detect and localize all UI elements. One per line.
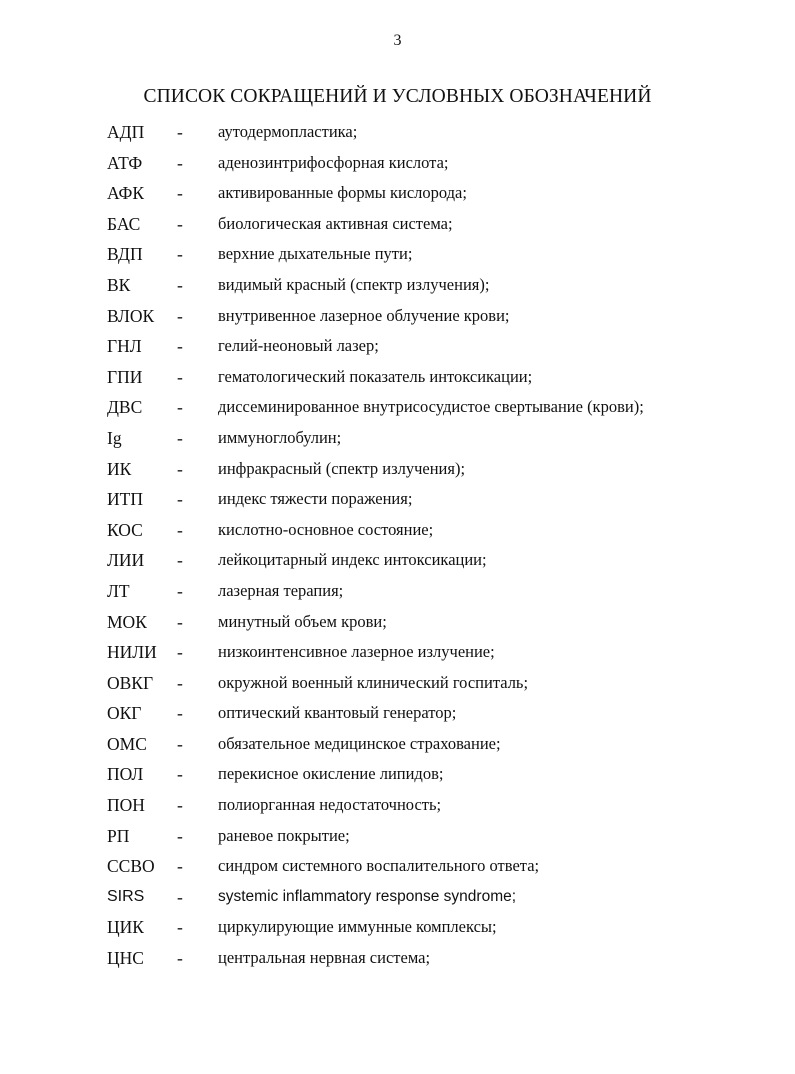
separator-dash: - — [177, 733, 183, 754]
separator-dash: - — [177, 519, 183, 540]
abbreviation-term: ССВО — [107, 856, 155, 877]
abbreviation-definition: циркулирующие иммунные комплексы; — [218, 917, 497, 937]
separator-dash: - — [177, 366, 183, 387]
list-item — [0, 943, 795, 974]
separator-dash: - — [177, 489, 183, 510]
separator-dash: - — [177, 427, 183, 448]
list-item — [0, 821, 795, 852]
abbreviation-term: НИЛИ — [107, 642, 157, 663]
list-item — [0, 851, 795, 882]
abbreviation-definition: systemic inflammatory response syndrome; — [218, 887, 517, 905]
separator-dash: - — [177, 856, 183, 877]
page-number: 3 — [393, 32, 402, 49]
abbreviation-term: ВДП — [107, 244, 143, 265]
abbreviation-definition: активированные формы кислорода; — [218, 183, 467, 203]
abbreviation-term: ОМС — [107, 733, 147, 754]
abbreviation-term: ЛИИ — [107, 550, 145, 571]
list-item — [0, 392, 795, 423]
abbreviation-definition: аденозинтрифосфорная кислота; — [218, 152, 449, 172]
abbreviation-term: ГПИ — [107, 366, 143, 387]
abbreviation-definition: верхние дыхательные пути; — [218, 244, 413, 264]
abbreviation-definition: кислотно-основное состояние; — [218, 519, 434, 539]
separator-dash: - — [177, 274, 183, 295]
abbreviation-definition: гематологический показатель интоксикации; — [218, 366, 533, 386]
separator-dash: - — [177, 886, 183, 907]
abbreviation-definition: лазерная терапия; — [218, 580, 344, 600]
abbreviation-definition: аутодермопластика; — [218, 122, 358, 141]
abbreviation-list — [0, 117, 795, 974]
separator-dash: - — [177, 305, 183, 326]
separator-dash: - — [177, 917, 183, 938]
separator-dash: - — [177, 458, 183, 479]
page-title: СПИСОК СОКРАЩЕНИЙ И УСЛОВНЫХ ОБОЗНАЧЕНИЙ — [143, 86, 652, 107]
separator-dash: - — [177, 152, 183, 173]
list-item — [0, 270, 795, 301]
abbreviation-definition: гелий-неоновый лазер; — [218, 336, 379, 356]
abbreviation-definition: синдром системного воспалительного ответа; — [218, 856, 540, 876]
abbreviation-term: КОС — [107, 519, 143, 540]
abbreviation-term: Ig — [107, 427, 122, 448]
abbreviation-term: АТФ — [107, 152, 143, 173]
abbreviation-definition: индекс тяжести поражения; — [218, 489, 413, 509]
list-item — [0, 362, 795, 393]
list-item — [0, 607, 795, 638]
abbreviation-definition: биологическая активная система; — [218, 213, 453, 233]
abbreviation-term: ВЛОК — [107, 305, 155, 326]
separator-dash: - — [177, 397, 183, 418]
abbreviation-term: ОКГ — [107, 703, 142, 724]
abbreviation-term: МОК — [107, 611, 147, 632]
separator-dash: - — [177, 642, 183, 663]
abbreviation-definition: видимый красный (спектр излучения); — [218, 274, 490, 294]
list-item — [0, 912, 795, 943]
separator-dash: - — [177, 550, 183, 571]
list-item — [0, 239, 795, 270]
list-item — [0, 454, 795, 485]
list-item — [0, 484, 795, 515]
abbreviation-definition: оптический квантовый генератор; — [218, 703, 457, 723]
abbreviation-term: ИК — [107, 458, 132, 479]
list-item — [0, 301, 795, 332]
list-item — [0, 790, 795, 821]
list-item — [0, 148, 795, 179]
abbreviation-definition: внутривенное лазерное облучение крови; — [218, 305, 510, 325]
separator-dash: - — [177, 672, 183, 693]
abbreviation-definition: окружной военный клинический госпиталь; — [218, 672, 529, 692]
list-item — [0, 515, 795, 546]
abbreviation-term: ЦИК — [107, 917, 144, 938]
list-item — [0, 729, 795, 760]
abbreviation-term: ОВКГ — [107, 672, 154, 693]
list-item — [0, 637, 795, 668]
separator-dash: - — [177, 703, 183, 724]
separator-dash: - — [177, 336, 183, 357]
list-item — [0, 759, 795, 790]
abbreviation-term: ВК — [107, 274, 131, 295]
abbreviation-definition: полиорганная недостаточность; — [218, 795, 442, 815]
abbreviation-term: ЦНС — [107, 948, 144, 969]
abbreviation-definition: лейкоцитарный индекс интоксикации; — [218, 550, 487, 570]
separator-dash: - — [177, 244, 183, 265]
list-item — [0, 178, 795, 209]
abbreviation-term: АДП — [107, 122, 145, 142]
list-item — [0, 668, 795, 699]
abbreviation-definition: раневое покрытие; — [218, 825, 350, 845]
abbreviation-definition: инфракрасный (спектр излучения); — [218, 458, 466, 478]
separator-dash: - — [177, 764, 183, 785]
separator-dash: - — [177, 795, 183, 816]
list-item — [0, 545, 795, 576]
list-item — [0, 423, 795, 454]
abbreviation-definition: перекисное окисление липидов; — [218, 764, 444, 784]
abbreviation-term: ПОЛ — [107, 764, 144, 785]
separator-dash: - — [177, 580, 183, 601]
abbreviation-definition: низкоинтенсивное лазерное излучение; — [218, 642, 495, 662]
abbreviation-term: БАС — [107, 213, 141, 234]
abbreviation-term: SIRS — [107, 887, 145, 905]
list-item — [0, 882, 795, 913]
separator-dash: - — [177, 183, 183, 204]
list-item — [0, 331, 795, 362]
list-item — [0, 117, 795, 148]
list-item — [0, 209, 795, 240]
separator-dash: - — [177, 825, 183, 846]
abbreviation-definition: минутный объем крови; — [218, 611, 387, 631]
abbreviation-term: АФК — [107, 183, 145, 204]
abbreviation-term: ЛТ — [107, 580, 130, 601]
separator-dash: - — [177, 611, 183, 632]
abbreviation-definition: диссеминированное внутрисосудистое свертывание (крови); — [218, 397, 644, 417]
abbreviation-definition: обязательное медицинское страхование; — [218, 733, 501, 753]
abbreviation-definition: иммуноглобулин; — [218, 427, 342, 447]
abbreviation-definition: центральная нервная система; — [218, 948, 431, 968]
separator-dash: - — [177, 948, 183, 969]
list-item — [0, 698, 795, 729]
abbreviation-term: ИТП — [107, 489, 143, 510]
separator-dash: - — [177, 122, 183, 142]
abbreviation-term: РП — [107, 825, 130, 846]
abbreviation-term: ДВС — [107, 397, 143, 418]
abbreviation-term: ПОН — [107, 795, 145, 816]
separator-dash: - — [177, 213, 183, 234]
list-item — [0, 576, 795, 607]
abbreviation-term: ГНЛ — [107, 336, 142, 357]
